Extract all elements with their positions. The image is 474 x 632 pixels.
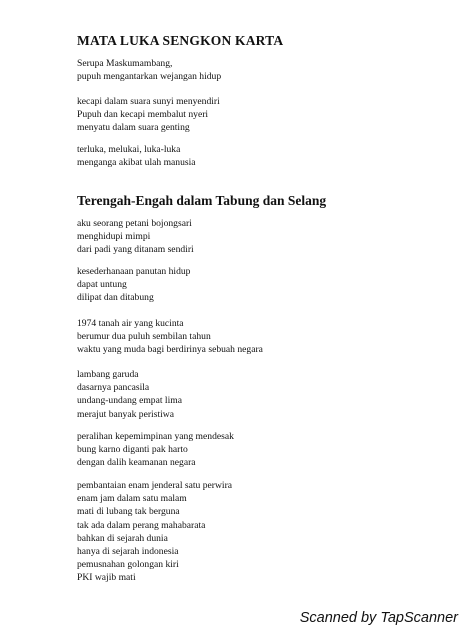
poem-2-stanza-6 — [77, 479, 232, 585]
poem-line: Pupuh dan kecapi membalut nyeri — [77, 109, 209, 121]
scanner-watermark: Scanned by TapScanner — [299, 610, 458, 626]
poem-line: berumur dua puluh sembilan tahun — [77, 331, 211, 343]
poem-2-title: Terengah-Engah dalam Tabung dan Selang — [77, 193, 327, 208]
poem-1-title: MATA LUKA SENGKON KARTA — [77, 33, 284, 48]
poem-line: mati di lubang tak berguna — [77, 506, 180, 518]
poem-line: hanya di sejarah indonesia — [77, 546, 179, 558]
poem-line: menganga akibat ulah manusia — [77, 157, 196, 169]
poem-line: Serupa Maskumambang, — [77, 58, 173, 69]
poem-line: aku seorang petani bojongsari — [77, 218, 192, 229]
poem-line: dasarnya pancasila — [77, 382, 150, 394]
poem-line: bahkan di sejarah dunia — [77, 532, 168, 544]
poem-line: menghidupi mimpi — [77, 231, 151, 243]
poem-line: kesederhanaan panutan hidup — [77, 266, 191, 277]
poem-line: pembantaian enam jenderal satu perwira — [77, 480, 233, 491]
poem-line: dengan dalih keamanan negara — [77, 457, 196, 469]
poem-line: kecapi dalam suara sunyi menyendiri — [77, 96, 220, 107]
poem-2-stanza-5 — [77, 430, 234, 470]
poem-line: merajut banyak peristiwa — [77, 408, 174, 420]
poem-line: dapat untung — [77, 279, 127, 291]
poem-line: waktu yang muda bagi berdirinya sebuah negara — [77, 344, 263, 356]
poem-line: bung karno diganti pak harto — [77, 444, 188, 456]
poem-line: dari padi yang ditanam sendiri — [77, 244, 194, 256]
poem-1-stanza-1 — [77, 57, 221, 83]
poem-2-stanza-2 — [77, 265, 190, 305]
poem-line: 1974 tanah air yang kucinta — [77, 318, 184, 329]
poem-1-stanza-2 — [77, 95, 220, 135]
poem-1-stanza-3 — [77, 143, 196, 169]
poem-line: peralihan kepemimpinan yang mendesak — [77, 431, 234, 442]
poem-2-stanza-3 — [77, 317, 263, 357]
poem-2-stanza-1 — [77, 217, 194, 257]
poem-line: undang-undang empat lima — [77, 395, 182, 407]
poem-line: enam jam dalam satu malam — [77, 493, 187, 505]
poem-line: pemusnahan golongan kiri — [77, 559, 179, 571]
poem-line: terluka, melukai, luka-luka — [77, 144, 181, 155]
poem-line: dilipat dan ditabung — [77, 292, 154, 304]
poem-line: PKI wajib mati — [77, 572, 136, 584]
poem-line: tak ada dalam perang mahabarata — [77, 519, 206, 531]
poem-2-stanza-4 — [77, 368, 182, 421]
poem-line: menyatu dalam suara genting — [77, 122, 190, 134]
poem-line: lambang garuda — [77, 369, 139, 380]
poem-line: pupuh mengantarkan wejangan hidup — [77, 71, 222, 83]
